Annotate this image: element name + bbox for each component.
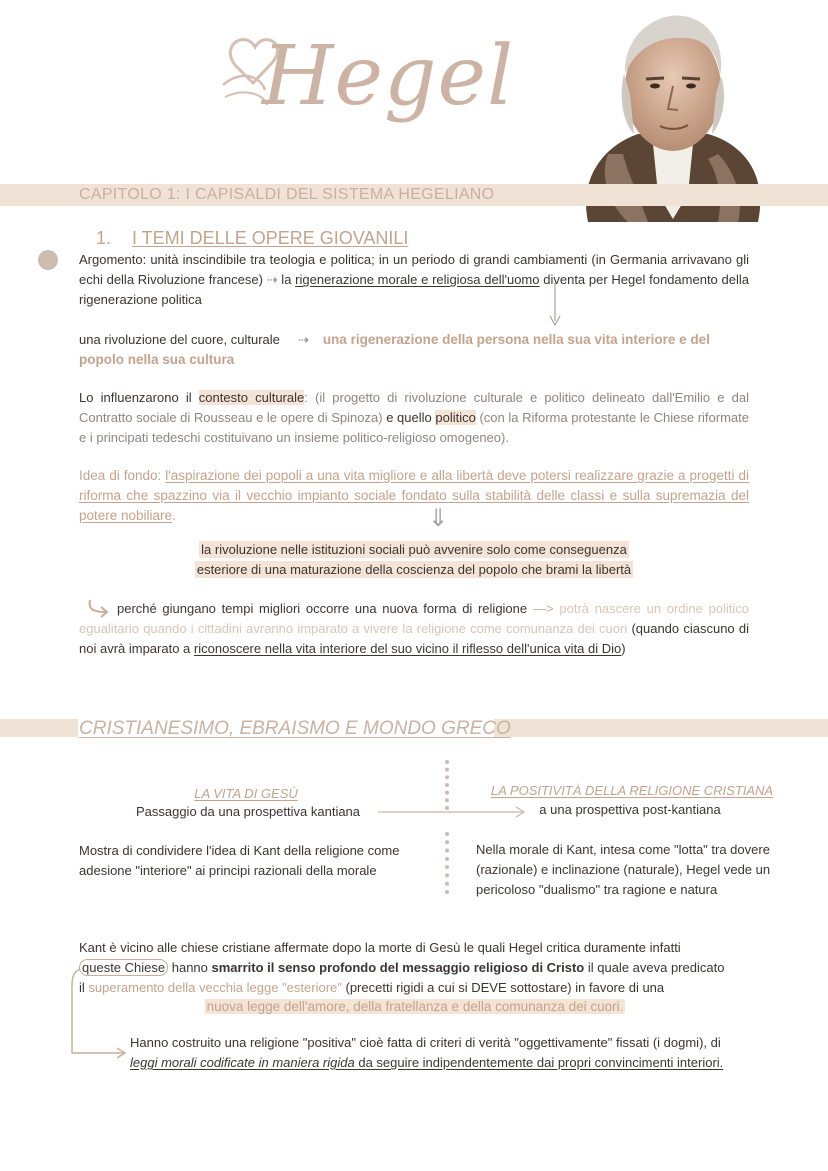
- kant-line-3: il superamento della vecchia legge "esteriore" (precetti rigidi a cui si DEVE sottostare) in favore di una: [79, 980, 665, 995]
- right-arrow-icon: [378, 804, 528, 820]
- vita-di-gesu-sub: Passaggio da una prospettiva kantiana: [135, 804, 361, 819]
- contesto-culturale-highlight: contesto culturale: [198, 390, 305, 405]
- section-title: I TEMI DELLE OPERE GIOVANILI: [132, 228, 409, 248]
- conseguenza-block: [180, 540, 648, 580]
- religione-paragraph: perché giungano tempi migliori occorre una nuova forma di religione —> potrà nascere un ordine politico egualitario quando i cittadini avranno imparato a vivere la religione come comunanza dei cuori (quando ciascuno di noi avrà imparato a riconoscere nella vita interiore del suo vicino il riflesso dell'unica vita di Dio): [79, 601, 749, 656]
- kant-chiese-paragraph: [79, 938, 759, 998]
- positivita-heading: LA POSITIVITÀ DELLA RELIGIONE CRISTIANA: [490, 783, 774, 798]
- religione-positiva-paragraph: [130, 1033, 755, 1073]
- rigenerazione-underlined: rigenerazione morale e religiosa dell'uomo: [295, 272, 540, 287]
- page-title: Hegel: [262, 29, 515, 124]
- politico-highlight: politico: [435, 410, 476, 425]
- queste-chiese-circled: queste Chiese: [79, 959, 168, 976]
- positivita-sub: a una prospettiva post-kantiana: [539, 802, 721, 817]
- conseguenza-line-2: esteriore di una maturazione della coscienza del popolo che brami la libertà: [196, 562, 632, 577]
- argomento-paragraph: Argomento: unità inscindibile tra teologia e politica; in un periodo di grandi cambiamenti (in Germania arrivavano gli echi della Rivoluzione francese) ⇢ la rigenerazione morale e religiosa dell'uomo diventa per Hegel fondamento della rigenerazione politica: [79, 252, 749, 307]
- kant-line-1: Kant è vicino alle chiese cristiane affermate dopo la morte di Gesù le quali Hegel critica duramente infatti: [79, 940, 681, 955]
- section2-band-right: [494, 719, 828, 737]
- kant-adesione-text: Mostra di condividere l'idea di Kant della religione come adesione "interiore" ai principi razionali della morale: [79, 843, 400, 878]
- idea-di-fondo-paragraph: Idea di fondo: l'aspirazione dei popoli a una vita migliore e alla libertà deve potersi realizzare grazie a progetti di riforma che spazzino via il vecchio impianto sociale fondato sulla stabilità delle classi e sulla supremazia del potere nobiliare.: [79, 468, 749, 523]
- bracket-arrow-icon: [66, 967, 130, 1059]
- conseguenza-line-1: la rivoluzione nelle istituzioni sociali può avvenire solo come conseguenza: [201, 542, 627, 557]
- dotted-separator: [445, 760, 449, 810]
- rivoluzione-paragraph: una rivoluzione del cuore, culturale ⇢ una rigenerazione della persona nella sua vita interiore e del popolo nella sua cultura: [79, 332, 710, 367]
- dotted-separator: [445, 832, 449, 894]
- double-arrow-icon: ⇓: [428, 505, 449, 532]
- influenze-paragraph: Lo influenzarono il contesto culturale: (il progetto di rivoluzione culturale e politico delineato dall'Emilio e dal Contratto sociale di Rousseau e le opere di Spinoza) e quello politico (con la Riforma protestante le Chiese riformate e i principati tedeschi costituivano un insieme politico-religioso omogeneo).: [79, 390, 749, 445]
- bullet-dot-icon: [38, 250, 58, 270]
- positiva-line-2: leggi morali codificate in maniera rigida da seguire indipendentemente dai propri convincimenti interiori.: [130, 1055, 724, 1070]
- nuova-legge-line: nuova legge dell'amore, della fratellanza e della comunanza dei cuori.: [206, 999, 624, 1014]
- positiva-line-1: Hanno costruito una religione "positiva" cioè fatta di criteri di verità "oggettivamente" fissati (i dogmi), di: [130, 1035, 721, 1050]
- kant-line-2: queste Chiese hanno smarrito il senso profondo del messaggio religioso di Cristo il quale aveva predicato: [79, 958, 759, 978]
- down-arrow-icon: [545, 283, 565, 327]
- riconoscere-underlined: riconoscere nella vita interiore del suo vicino il riflesso dell'unica vita di Dio: [193, 641, 622, 656]
- chapter-title: CAPITOLO 1: I CAPISALDI DEL SISTEMA HEGELIANO: [79, 186, 495, 203]
- vita-di-gesu-heading: LA VITA DI GESÙ: [194, 786, 298, 801]
- section-number: 1.: [96, 228, 112, 248]
- section2-band-left: [0, 719, 78, 737]
- section2-title: CRISTIANESIMO, EBRAISMO E MONDO GRECO: [79, 718, 511, 739]
- kant-dualismo-text: Nella morale di Kant, intesa come "lotta" tra dovere (razionale) e inclinazione (naturale), Hegel vede un pericoloso "dualismo" tra ragione e natura: [476, 842, 771, 897]
